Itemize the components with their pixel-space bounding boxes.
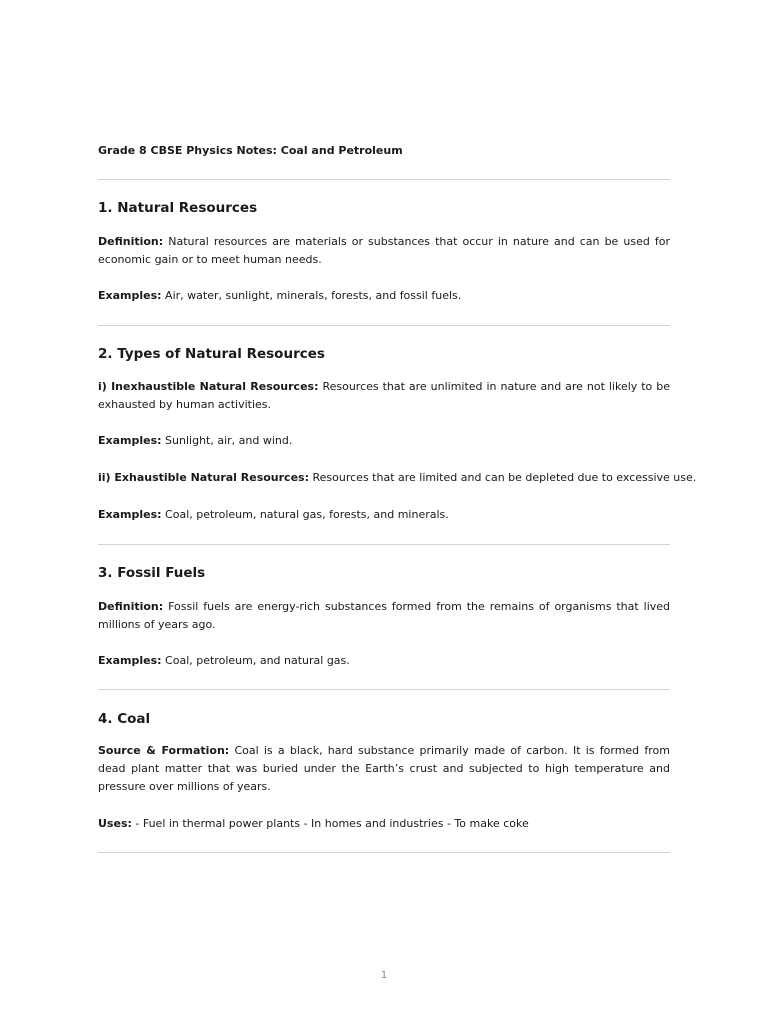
definition-paragraph	[98, 233, 670, 269]
document-title: Grade 8 CBSE Physics Notes: Coal and Petroleum	[98, 144, 403, 157]
section-heading-types-of-natural-resources: 2. Types of Natural Resources	[98, 346, 325, 362]
page-number: 1	[380, 970, 388, 981]
paragraph-text: Coal is a black, hard substance primarily made of carbon. It is formed from dead plant matter that was buried under the Earth’s crust and subjected to high temperature and pressure over millions of years.	[98, 744, 670, 793]
section-heading-fossil-fuels: 3. Fossil Fuels	[98, 565, 206, 581]
paragraph-label: Definition:	[98, 600, 164, 613]
section-heading-natural-resources: 1. Natural Resources	[98, 200, 258, 216]
paragraph-text: Natural resources are materials or substances that occur in nature and can be used for economic gain or to meet human needs.	[98, 235, 670, 266]
examples-paragraph	[98, 506, 670, 524]
examples-paragraph	[98, 432, 670, 450]
paragraph-text: Coal, petroleum, natural gas, forests, and minerals.	[165, 508, 449, 521]
paragraph-label: Examples:	[98, 434, 162, 447]
paragraph-label: Examples:	[98, 508, 162, 521]
paragraph-label: ii) Exhaustible Natural Resources:	[98, 471, 309, 484]
paragraph-label: Examples:	[98, 654, 162, 667]
paragraph-text: Coal, petroleum, and natural gas.	[165, 654, 350, 667]
paragraph-label: Examples:	[98, 289, 162, 302]
paragraph-text: Resources that are limited and can be depleted due to excessive use.	[312, 471, 697, 484]
examples-paragraph	[98, 652, 670, 670]
divider	[98, 852, 670, 853]
paragraph-text: - Fuel in thermal power plants - In homes and industries - To make coke	[135, 817, 529, 830]
paragraph-text: Sunlight, air, and wind.	[165, 434, 293, 447]
paragraph-label: Uses:	[98, 817, 132, 830]
examples-paragraph	[98, 287, 670, 305]
uses-paragraph	[98, 815, 670, 833]
paragraph-label: i) Inexhaustible Natural Resources:	[98, 380, 319, 393]
paragraph-label: Source & Formation:	[98, 744, 230, 757]
divider	[98, 544, 670, 545]
definition-paragraph	[98, 598, 670, 634]
paragraph-text: Air, water, sunlight, minerals, forests, and fossil fuels.	[165, 289, 462, 302]
divider	[98, 689, 670, 690]
inexhaustible-paragraph	[98, 378, 670, 414]
paragraph-text: Resources that are unlimited in nature and are not likely to be exhausted by human activities.	[98, 380, 670, 411]
exhaustible-paragraph	[98, 469, 697, 487]
section-heading-coal: 4. Coal	[98, 711, 151, 727]
paragraph-text: Fossil fuels are energy-rich substances formed from the remains of organisms that lived millions of years ago.	[98, 600, 671, 631]
divider	[98, 325, 670, 326]
divider	[98, 179, 670, 180]
paragraph-label: Definition:	[98, 235, 164, 248]
source-formation-paragraph	[98, 742, 670, 796]
